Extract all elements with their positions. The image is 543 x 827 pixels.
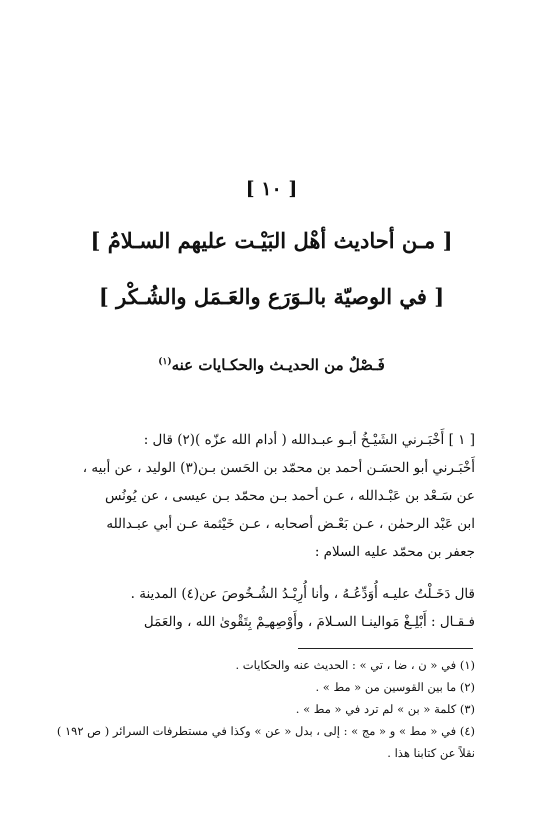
text-line: جعفر بن محمّد عليه السلام :: [314, 544, 475, 560]
footnote: (٤) في « مط » و « مج » : إلى ، بدل « عن » وكذا في مستطرفات السرائر ( ص ١٩٢ ): [56, 724, 475, 738]
footnote: (٣) كلمة « بن » لم ترد في « مط » .: [295, 702, 475, 716]
hadith-text: [70, 426, 475, 566]
footnotes: [56, 654, 475, 764]
text-line: [ ١ ] أَخْبَـرني الشَيْـخُ أبـو عبـدالله ( أدام الله عزّه )(٢) قال :: [143, 432, 475, 448]
text-line: عن سَـعْد بن عَبْـدالله ، عـن أحمد بـن محمّد بـن عيسى ، عن يُونُس: [104, 488, 475, 504]
chapter-number: [ ١٠ ]: [245, 178, 298, 200]
hadith-text-continued: [70, 580, 475, 636]
text-line: ابن عَبْد الرحمٰن ، عـن بَعْـض أصحابه ، عـن خَيْثمة عـن أبي عبـدالله: [106, 516, 475, 532]
footnote: (٢) ما بين القوسين من « مط » .: [315, 680, 475, 694]
section-heading-text: فَـصْلٌ من الحديـث والحكـايات عنه: [171, 356, 385, 374]
text-line: قال دَخَـلْتُ عليـه أُوَدِّعُـهُ ، وأنا أُرِيْـدُ الشُـخُوصَ عن(٤) المدينة .: [130, 586, 475, 602]
chapter-subtitle: [ في الوصيّة بالـوَرَع والعَـمَل والشُـكْر ]: [98, 284, 445, 309]
section-heading: [0, 356, 543, 374]
text-line: أَخْبَـرني أبو الحسَـن أحمد بن محمّد بن الحَسن بـن(٣) الوليد ، عن أبيه ،: [82, 460, 475, 476]
section-heading-footnote-ref: (١): [158, 357, 172, 367]
footnote-separator: [298, 648, 473, 649]
footnote-continued: نقلاً عن كتابنا هذا .: [387, 746, 475, 760]
chapter-title: [ مـن أحاديث أهْل البَيْـت عليهم السـلامُ ]: [90, 228, 453, 253]
text-line: فـقـال : أَبْلِـغْ مَوالينـا السـلامَ ، وأَوْصِهـِمْ بِتَقْوىٰ الله ، والعَمَل: [143, 614, 475, 630]
footnote: (١) في « ن ، ضا ، تي » : الحديث عنه والحكايات .: [235, 658, 475, 672]
